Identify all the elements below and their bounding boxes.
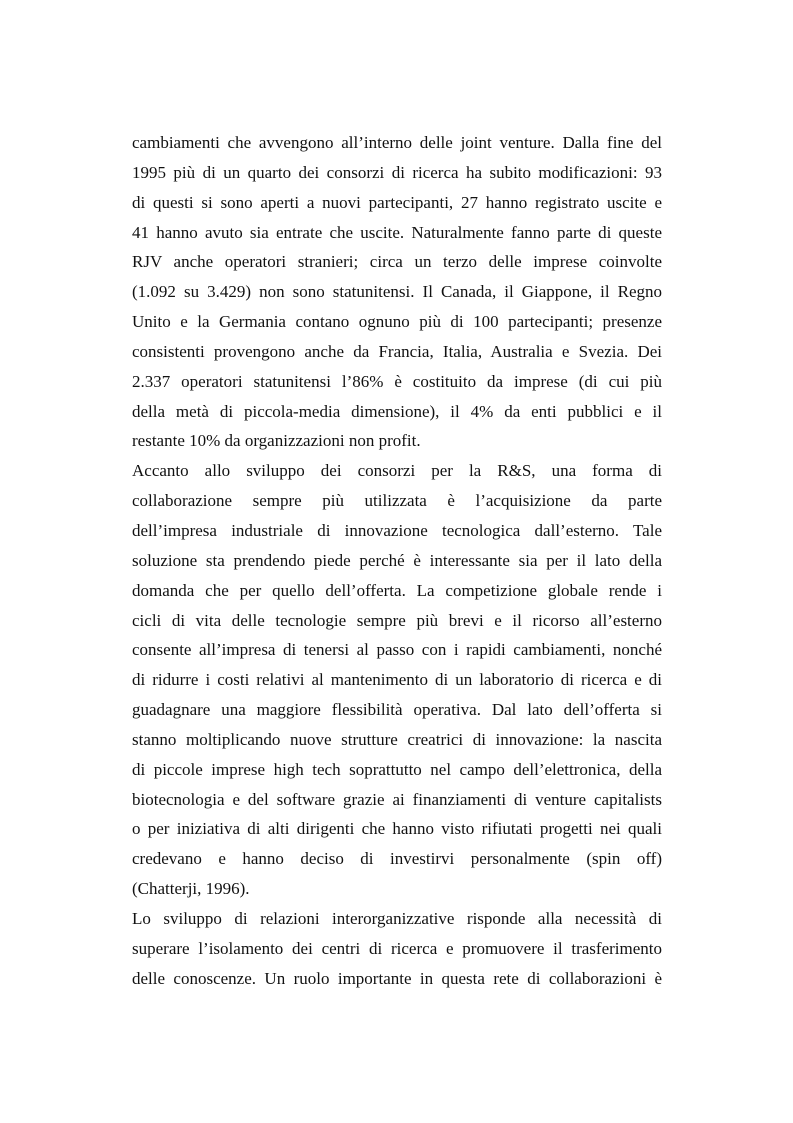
text-line: credevano e hanno deciso di investirvi personalmente (spin off) bbox=[132, 849, 662, 869]
text-line: dell’impresa industriale di innovazione tecnologica dall’esterno. Tale bbox=[132, 520, 662, 540]
text-line: RJV anche operatori stranieri; circa un terzo delle imprese coinvolte bbox=[132, 252, 662, 272]
text-line: o per iniziativa di alti dirigenti che hanno visto rifiutati progetti nei quali bbox=[132, 819, 662, 839]
text-line: di piccole imprese high tech soprattutto nel campo dell’elettronica, della bbox=[132, 759, 662, 779]
text-line: soluzione sta prendendo piede perché è interessante sia per il lato della bbox=[132, 550, 662, 570]
text-line: 1995 più di un quarto dei consorzi di ricerca ha subito modificazioni: 93 bbox=[132, 162, 662, 182]
text-line: consistenti provengono anche da Francia, Italia, Australia e Svezia. Dei bbox=[132, 341, 662, 361]
text-line: Lo sviluppo di relazioni interorganizzative risponde alla necessità di bbox=[132, 908, 662, 928]
text-line: cambiamenti che avvengono all’interno delle joint venture. Dalla fine del bbox=[132, 133, 662, 152]
text-line: superare l’isolamento dei centri di ricerca e promuovere il trasferimento bbox=[132, 938, 662, 958]
text-line: (Chatterji, 1996). bbox=[132, 879, 250, 899]
text-line: collaborazione sempre più utilizzata è l’acquisizione da parte bbox=[132, 491, 662, 511]
text-line: consente all’impresa di tenersi al passo con i rapidi cambiamenti, nonché bbox=[132, 640, 662, 660]
text-line: restante 10% da organizzazioni non profit. bbox=[132, 431, 421, 451]
text-line: delle conoscenze. Un ruolo importante in questa rete di collaborazioni è bbox=[132, 968, 662, 988]
text-line: 2.337 operatori statunitensi l’86% è costituito da imprese (di cui più bbox=[132, 371, 662, 391]
text-line: della metà di piccola-media dimensione), il 4% da enti pubblici e il bbox=[132, 401, 662, 421]
text-line: (1.092 su 3.429) non sono statunitensi. Il Canada, il Giappone, il Regno bbox=[132, 282, 662, 302]
text-line: di questi si sono aperti a nuovi partecipanti, 27 hanno registrato uscite e bbox=[132, 192, 662, 212]
text-line: domanda che per quello dell’offerta. La competizione globale rende i bbox=[132, 580, 662, 600]
text-line: cicli di vita delle tecnologie sempre più brevi e il ricorso all’esterno bbox=[132, 610, 662, 630]
body-text bbox=[132, 128, 662, 993]
text-line: 41 hanno avuto sia entrate che uscite. Naturalmente fanno parte di queste bbox=[132, 222, 662, 242]
text-line: guadagnare una maggiore flessibilità operativa. Dal lato dell’offerta si bbox=[132, 700, 662, 720]
text-line: stanno moltiplicando nuove strutture creatrici di innovazione: la nascita bbox=[132, 729, 662, 749]
text-line: di ridurre i costi relativi al mantenimento di un laboratorio di ricerca e di bbox=[132, 670, 662, 690]
text-line: Unito e la Germania contano ognuno più di 100 partecipanti; presenze bbox=[132, 312, 662, 332]
text-line: biotecnologia e del software grazie ai finanziamenti di venture capitalists bbox=[132, 789, 662, 809]
text-line: Accanto allo sviluppo dei consorzi per la R&S, una forma di bbox=[132, 461, 662, 481]
